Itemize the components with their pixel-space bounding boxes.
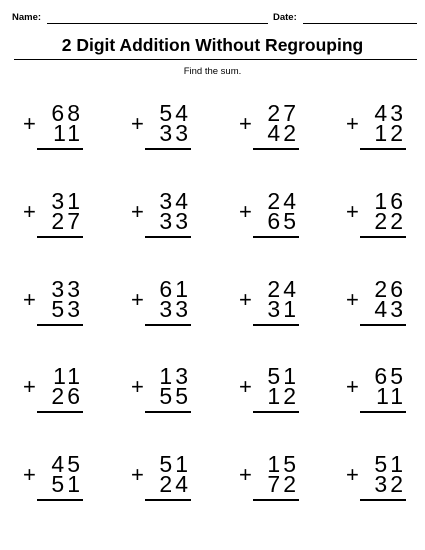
- plus-sign: +: [23, 111, 36, 136]
- plus-sign: +: [131, 199, 144, 224]
- top-addend: 13: [159, 363, 191, 389]
- bottom-addend: 33: [159, 296, 191, 322]
- plus-sign: +: [239, 287, 252, 312]
- sum-line: [360, 148, 406, 150]
- top-addend: 54: [159, 100, 191, 126]
- addition-problem: [239, 278, 299, 338]
- sum-line: [253, 148, 299, 150]
- top-addend: 24: [267, 276, 299, 302]
- bottom-addend: 53: [51, 296, 83, 322]
- bottom-addend: 42: [267, 120, 299, 146]
- addition-problem: [131, 278, 191, 338]
- sum-line: [253, 324, 299, 326]
- sum-line: [360, 411, 406, 413]
- sum-line: [145, 324, 191, 326]
- addition-problem: [346, 278, 406, 338]
- bottom-addend: 24: [159, 471, 191, 497]
- top-addend: 31: [51, 188, 83, 214]
- bottom-addend: 55: [159, 383, 191, 409]
- bottom-addend: 11: [376, 383, 406, 409]
- sum-line: [145, 148, 191, 150]
- top-addend: 16: [374, 188, 406, 214]
- plus-sign: +: [346, 374, 359, 399]
- top-addend: 68: [51, 100, 83, 126]
- plus-sign: +: [23, 374, 36, 399]
- addition-problem: [346, 102, 406, 162]
- addition-problem: [346, 365, 406, 425]
- bottom-addend: 33: [159, 120, 191, 146]
- addition-problem: [23, 453, 83, 513]
- top-addend: 65: [374, 363, 406, 389]
- sum-line: [145, 411, 191, 413]
- addition-problem: [239, 190, 299, 250]
- bottom-addend: 12: [374, 120, 406, 146]
- sum-line: [253, 411, 299, 413]
- sum-line: [360, 324, 406, 326]
- top-addend: 11: [53, 363, 83, 389]
- date-field-line[interactable]: [303, 23, 417, 24]
- bottom-addend: 32: [374, 471, 406, 497]
- sum-line: [37, 148, 83, 150]
- bottom-addend: 51: [51, 471, 83, 497]
- plus-sign: +: [239, 462, 252, 487]
- bottom-addend: 65: [267, 208, 299, 234]
- plus-sign: +: [346, 287, 359, 312]
- sum-line: [360, 499, 406, 501]
- addition-problem: [23, 190, 83, 250]
- plus-sign: +: [131, 374, 144, 399]
- bottom-addend: 72: [267, 471, 299, 497]
- sum-line: [360, 236, 406, 238]
- addition-problem: [239, 102, 299, 162]
- top-addend: 26: [374, 276, 406, 302]
- addition-problem: [131, 365, 191, 425]
- bottom-addend: 27: [51, 208, 83, 234]
- bottom-addend: 43: [374, 296, 406, 322]
- plus-sign: +: [239, 199, 252, 224]
- addition-problem: [239, 365, 299, 425]
- top-addend: 61: [159, 276, 191, 302]
- top-addend: 43: [374, 100, 406, 126]
- plus-sign: +: [131, 287, 144, 312]
- top-addend: 15: [267, 451, 299, 477]
- bottom-addend: 12: [267, 383, 299, 409]
- name-field-line[interactable]: [47, 23, 268, 24]
- sum-line: [37, 499, 83, 501]
- addition-problem: [239, 453, 299, 513]
- addition-problem: [131, 453, 191, 513]
- sum-line: [37, 324, 83, 326]
- plus-sign: +: [239, 111, 252, 136]
- addition-problem: [23, 278, 83, 338]
- addition-problem: [131, 102, 191, 162]
- bottom-addend: 11: [53, 120, 83, 146]
- top-addend: 51: [267, 363, 299, 389]
- sum-line: [145, 499, 191, 501]
- plus-sign: +: [23, 199, 36, 224]
- plus-sign: +: [346, 111, 359, 136]
- plus-sign: +: [23, 462, 36, 487]
- top-addend: 51: [159, 451, 191, 477]
- bottom-addend: 31: [267, 296, 299, 322]
- addition-problem: [131, 190, 191, 250]
- plus-sign: +: [239, 374, 252, 399]
- top-addend: 24: [267, 188, 299, 214]
- bottom-addend: 33: [159, 208, 191, 234]
- title-divider: [14, 59, 417, 60]
- plus-sign: +: [131, 462, 144, 487]
- top-addend: 27: [267, 100, 299, 126]
- instruction-text: Find the sum.: [183, 66, 242, 77]
- addition-problem: [346, 453, 406, 513]
- sum-line: [253, 236, 299, 238]
- top-addend: 33: [51, 276, 83, 302]
- plus-sign: +: [346, 462, 359, 487]
- addition-problem: [23, 102, 83, 162]
- bottom-addend: 22: [374, 208, 406, 234]
- top-addend: 34: [159, 188, 191, 214]
- addition-problem: [23, 365, 83, 425]
- top-addend: 45: [51, 451, 83, 477]
- date-label: Date:: [273, 12, 297, 23]
- plus-sign: +: [346, 199, 359, 224]
- sum-line: [145, 236, 191, 238]
- sum-line: [253, 499, 299, 501]
- sum-line: [37, 236, 83, 238]
- top-addend: 51: [374, 451, 406, 477]
- name-label: Name:: [12, 12, 42, 23]
- bottom-addend: 26: [51, 383, 83, 409]
- sum-line: [37, 411, 83, 413]
- worksheet-title: 2 Digit Addition Without Regrouping: [61, 35, 364, 55]
- addition-problem: [346, 190, 406, 250]
- plus-sign: +: [131, 111, 144, 136]
- plus-sign: +: [23, 287, 36, 312]
